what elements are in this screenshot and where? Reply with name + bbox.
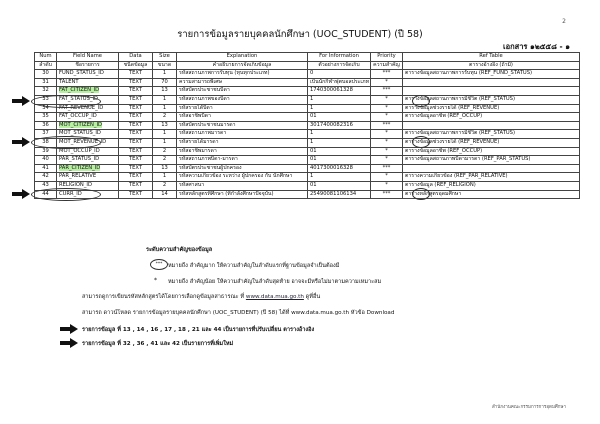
cell-num: 34 <box>35 104 57 113</box>
cell-exp: รหัสความเกี่ยวข้อง ระหว่าง ผู้ปกครอง กับ นักศึกษา <box>177 173 308 182</box>
cell-num: 33 <box>35 95 57 104</box>
cell-type: TEXT <box>119 78 153 87</box>
cell-size: 13 <box>153 121 177 130</box>
cell-priority: *** <box>371 164 403 173</box>
cell-example: 01 <box>308 147 371 156</box>
table-row <box>35 121 580 130</box>
cell-field: FAT_REVENUE_ID <box>57 104 119 113</box>
table-row <box>35 95 580 104</box>
cell-exp: รหัสหลักสูตรที่ศึกษา (ที่กำลังศึกษาปัจจุบัน) <box>177 190 308 199</box>
cell-example: 25490081106134 <box>308 190 371 199</box>
column-header: For Information <box>308 53 371 62</box>
cell-num: 43 <box>35 181 57 190</box>
cell-example: 01 <box>308 113 371 122</box>
cell-type: TEXT <box>119 138 153 147</box>
footer-org: สำนักงานคณะกรรมการการอุดมศึกษา <box>491 405 566 410</box>
cell-type: TEXT <box>119 95 153 104</box>
cell-ref: ตารางข้อมูลช่วงรายได้ (REF_REVENUE) <box>403 104 580 113</box>
cell-ref: ตารางข้อมูลอาชีพ (REF_OCCUP) <box>403 147 580 156</box>
highlighted-field-name: FAT_CITIZEN_ID <box>59 87 100 94</box>
cell-size: 14 <box>153 190 177 199</box>
cell-type: TEXT <box>119 104 153 113</box>
cell-example: 01 <box>308 181 371 190</box>
changed-items-note: รายการข้อมูล ที่ 13 , 14 , 16 , 17 , 18 , 21 และ 44 เป็นรายการที่ปรับเปลี่ยน ตารางอ้างอิง <box>82 327 315 333</box>
legend-low-priority: หมายถึง สำคัญน้อย ให้ความสำคัญในลำดับสุดท้าย อาจจะมีหรือไม่มาตามความเหมาะสม <box>168 279 382 285</box>
arrow-icon-changed <box>60 324 78 334</box>
cell-priority: *** <box>371 190 403 199</box>
column-header-thai: ลำดับ <box>35 61 57 70</box>
table-row <box>35 173 580 182</box>
table-row <box>35 70 580 79</box>
cell-num: 41 <box>35 164 57 173</box>
cell-type: TEXT <box>119 190 153 199</box>
arrow-icon-added <box>60 338 78 348</box>
cell-num: 36 <box>35 121 57 130</box>
field-table <box>34 52 580 199</box>
cell-ref <box>403 121 580 130</box>
cell-type: TEXT <box>119 113 153 122</box>
highlighted-field-name: PAR_CITIZEN_ID <box>59 164 101 171</box>
cell-example: 3017400082316 <box>308 121 371 130</box>
cell-example: 1 <box>308 173 371 182</box>
column-header: Explanation <box>177 53 308 62</box>
column-header: Data <box>119 53 153 62</box>
cell-exp: รหัสบัตรประชาชนผู้ปกครอง <box>177 164 308 173</box>
cell-example: เป็นนักกีฬาฟุตบอลประเภท <box>308 78 371 87</box>
cell-priority: * <box>371 78 403 87</box>
legend-star-low: * <box>154 277 157 284</box>
column-header: Num <box>35 53 57 62</box>
cell-exp: รหัสสถานภาพมารดา <box>177 130 308 139</box>
cell-priority: *** <box>371 70 403 79</box>
cell-field: FAT_OCCUP_ID <box>57 113 119 122</box>
cell-priority: * <box>371 95 403 104</box>
table-row <box>35 156 580 165</box>
column-header-thai: ชนิดข้อมูล <box>119 61 153 70</box>
cell-num: 35 <box>35 113 57 122</box>
cell-size: 1 <box>153 130 177 139</box>
cell-ref: ตารางหลักสูตรอุดมศึกษา <box>403 190 580 199</box>
arrow-icon-row-36 <box>12 137 30 147</box>
cell-example: 1 <box>308 138 371 147</box>
cell-example: 0 <box>308 70 371 79</box>
table-row <box>35 164 580 173</box>
cell-size: 13 <box>153 87 177 96</box>
column-header-thai: คำอธิบายการจัดเก็บข้อมูล <box>177 61 308 70</box>
cell-ref: ตารางข้อมูลสถานภาพบิดามารดา (REF_PAR_STATUS) <box>403 156 580 165</box>
cell-ref <box>403 78 580 87</box>
cell-exp: รหัสสถานภาพบิดา-มารดา <box>177 156 308 165</box>
cell-exp: รหัสอาชีพมารดา <box>177 147 308 156</box>
table-row <box>35 138 580 147</box>
column-header: Size <box>153 53 177 62</box>
arrow-icon-row-41 <box>12 189 30 199</box>
cell-exp: รหัสสถานภาพการรับทุน (ทุนทุกประเภท) <box>177 70 308 79</box>
cell-field: CURR_ID <box>57 190 119 199</box>
table-row <box>35 87 580 96</box>
cell-priority: *** <box>371 121 403 130</box>
cell-example: 1 <box>308 130 371 139</box>
column-header-thai: ชื่อรายการ <box>57 61 119 70</box>
cell-field: TALENT <box>57 78 119 87</box>
cell-size: 2 <box>153 113 177 122</box>
cell-size: 2 <box>153 147 177 156</box>
cell-field <box>57 121 119 130</box>
cell-example: 4017300016328 <box>308 164 371 173</box>
document-reference: เอกสาร ๑๒๕๕๘ - ๑ <box>503 42 570 51</box>
table-row <box>35 78 580 87</box>
cell-ref: ตารางข้อมูลสถานภาพการมีชีวิต (REF_STATUS) <box>403 130 580 139</box>
table-row <box>35 130 580 139</box>
legend-heading: ระดับความสำคัญของข้อมูล <box>146 247 213 253</box>
table-row <box>35 104 580 113</box>
cell-ref: ตารางความเกี่ยวข้อง (REF_PAR_RELATIVE) <box>403 173 580 182</box>
cell-exp: รหัสรายได้บิดา <box>177 104 308 113</box>
cell-type: TEXT <box>119 156 153 165</box>
cell-ref <box>403 87 580 96</box>
cell-num: 30 <box>35 70 57 79</box>
column-header: Priority <box>371 53 403 62</box>
added-items-note: รายการข้อมูล ที่ 32 , 36 , 41 และ 42 เป็นรายการที่เพิ่มใหม่ <box>82 341 234 347</box>
cell-num: 42 <box>35 173 57 182</box>
legend-oval-high: *** <box>150 259 168 270</box>
cell-size: 2 <box>153 181 177 190</box>
cell-type: TEXT <box>119 130 153 139</box>
cell-num: 39 <box>35 147 57 156</box>
cell-type: TEXT <box>119 164 153 173</box>
cell-num: 31 <box>35 78 57 87</box>
cell-size: 1 <box>153 104 177 113</box>
cell-type: TEXT <box>119 173 153 182</box>
cell-num: 40 <box>35 156 57 165</box>
cell-example: 01 <box>308 156 371 165</box>
cell-size: 70 <box>153 78 177 87</box>
cell-field: MOT_REVENUE_ID <box>57 138 119 147</box>
column-header: Field Name <box>57 53 119 62</box>
cell-exp: รหัสบัตรประชาชนมารดา <box>177 121 308 130</box>
cell-field: PAR_RELATIVE <box>57 173 119 182</box>
curriculum-code-note: สามารถดูการเขียนรหัสหลักสูตรได้โดยการเลือกดูข้อมูลสาธารณะ ที่ www.data.mua.go.th ดูที่อื่น <box>82 294 321 300</box>
table-row <box>35 147 580 156</box>
cell-field: FUND_STATUS_ID <box>57 70 119 79</box>
cell-priority: * <box>371 138 403 147</box>
cell-num: 32 <box>35 87 57 96</box>
cell-ref <box>403 164 580 173</box>
cell-example: 1 <box>308 104 371 113</box>
cell-size: 13 <box>153 164 177 173</box>
column-header-thai: ตัวอย่างการจัดเก็บ <box>308 61 371 70</box>
table-row <box>35 181 580 190</box>
column-header-thai: ตารางอ้างอิง (ถ้ามี) <box>403 61 580 70</box>
cell-size: 1 <box>153 70 177 79</box>
cell-priority: *** <box>371 87 403 96</box>
cell-field: PAR_STATUS_ID <box>57 156 119 165</box>
cell-type: TEXT <box>119 87 153 96</box>
cell-ref: ตารางข้อมูล (REF_RELIGION) <box>403 181 580 190</box>
cell-exp: รหัสศาสนา <box>177 181 308 190</box>
cell-priority: * <box>371 130 403 139</box>
column-header: Ref Table <box>403 53 580 62</box>
cell-ref: ตารางข้อมูลสถานภาพการมีชีวิต (REF_STATUS) <box>403 95 580 104</box>
header-row-english <box>35 53 580 62</box>
legend-high-priority: หมายถึง สำคัญมาก ให้ความสำคัญในลำดับแรกที่ฐานข้อมูลจำเป็นต้องมี <box>168 263 340 269</box>
column-header-thai: ขนาด <box>153 61 177 70</box>
cell-priority: * <box>371 104 403 113</box>
cell-exp: รหัสบัตรประชาชนบิดา <box>177 87 308 96</box>
cell-priority: * <box>371 181 403 190</box>
cell-ref: ตารางข้อมูลช่วงรายได้ (REF_REVENUE) <box>403 138 580 147</box>
cell-size: 1 <box>153 138 177 147</box>
page-number: 2 <box>562 18 566 25</box>
cell-field: RELIGION_ID <box>57 181 119 190</box>
cell-type: TEXT <box>119 70 153 79</box>
cell-exp: รหัสสถานภาพของบิดา <box>177 95 308 104</box>
cell-exp: ความสามารถพิเศษ <box>177 78 308 87</box>
header-row-thai <box>35 61 580 70</box>
download-note: สามารถ ดาวน์โหลด รายการข้อมูลรายบุคคลนักศึกษา (UOC_STUDENT) (ปี 58) ได้ที่ www.data.mua.go.th หัวข้อ Download <box>82 310 395 316</box>
cell-priority: * <box>371 156 403 165</box>
cell-size: 1 <box>153 95 177 104</box>
cell-field <box>57 87 119 96</box>
cell-exp: รหัสรายได้มารดา <box>177 138 308 147</box>
cell-example: 1 <box>308 95 371 104</box>
cell-size: 2 <box>153 156 177 165</box>
cell-num: 37 <box>35 130 57 139</box>
arrow-icon-row-32 <box>12 96 30 106</box>
cell-exp: รหัสอาชีพบิดา <box>177 113 308 122</box>
cell-priority: * <box>371 113 403 122</box>
cell-size: 1 <box>153 173 177 182</box>
cell-priority: * <box>371 173 403 182</box>
cell-type: TEXT <box>119 147 153 156</box>
cell-field: MOT_OCCUP_ID <box>57 147 119 156</box>
cell-ref: ตารางข้อมูลสถานภาพการรับทุน (REF_FUND_STATUS) <box>403 70 580 79</box>
cell-field: MOT_STATUS_ID <box>57 130 119 139</box>
column-header-thai: ความสำคัญ <box>371 61 403 70</box>
cell-example: 1740300061328 <box>308 87 371 96</box>
table-row <box>35 113 580 122</box>
cell-ref: ตารางข้อมูลอาชีพ (REF_OCCUP) <box>403 113 580 122</box>
table-body <box>35 70 580 199</box>
cell-type: TEXT <box>119 181 153 190</box>
highlighted-field-name: MOT_CITIZEN_ID <box>59 121 103 128</box>
cell-num: 38 <box>35 138 57 147</box>
cell-num: 44 <box>35 190 57 199</box>
page-title: รายการข้อมูลรายบุคคลนักศึกษา (UOC_STUDENT) (ปี 58) <box>177 29 423 40</box>
data-website-link[interactable]: www.data.mua.go.th <box>245 294 304 300</box>
cell-field: FAT_STATUS_ID <box>57 95 119 104</box>
cell-field <box>57 164 119 173</box>
cell-type: TEXT <box>119 121 153 130</box>
cell-priority: * <box>371 147 403 156</box>
table-row <box>35 190 580 199</box>
